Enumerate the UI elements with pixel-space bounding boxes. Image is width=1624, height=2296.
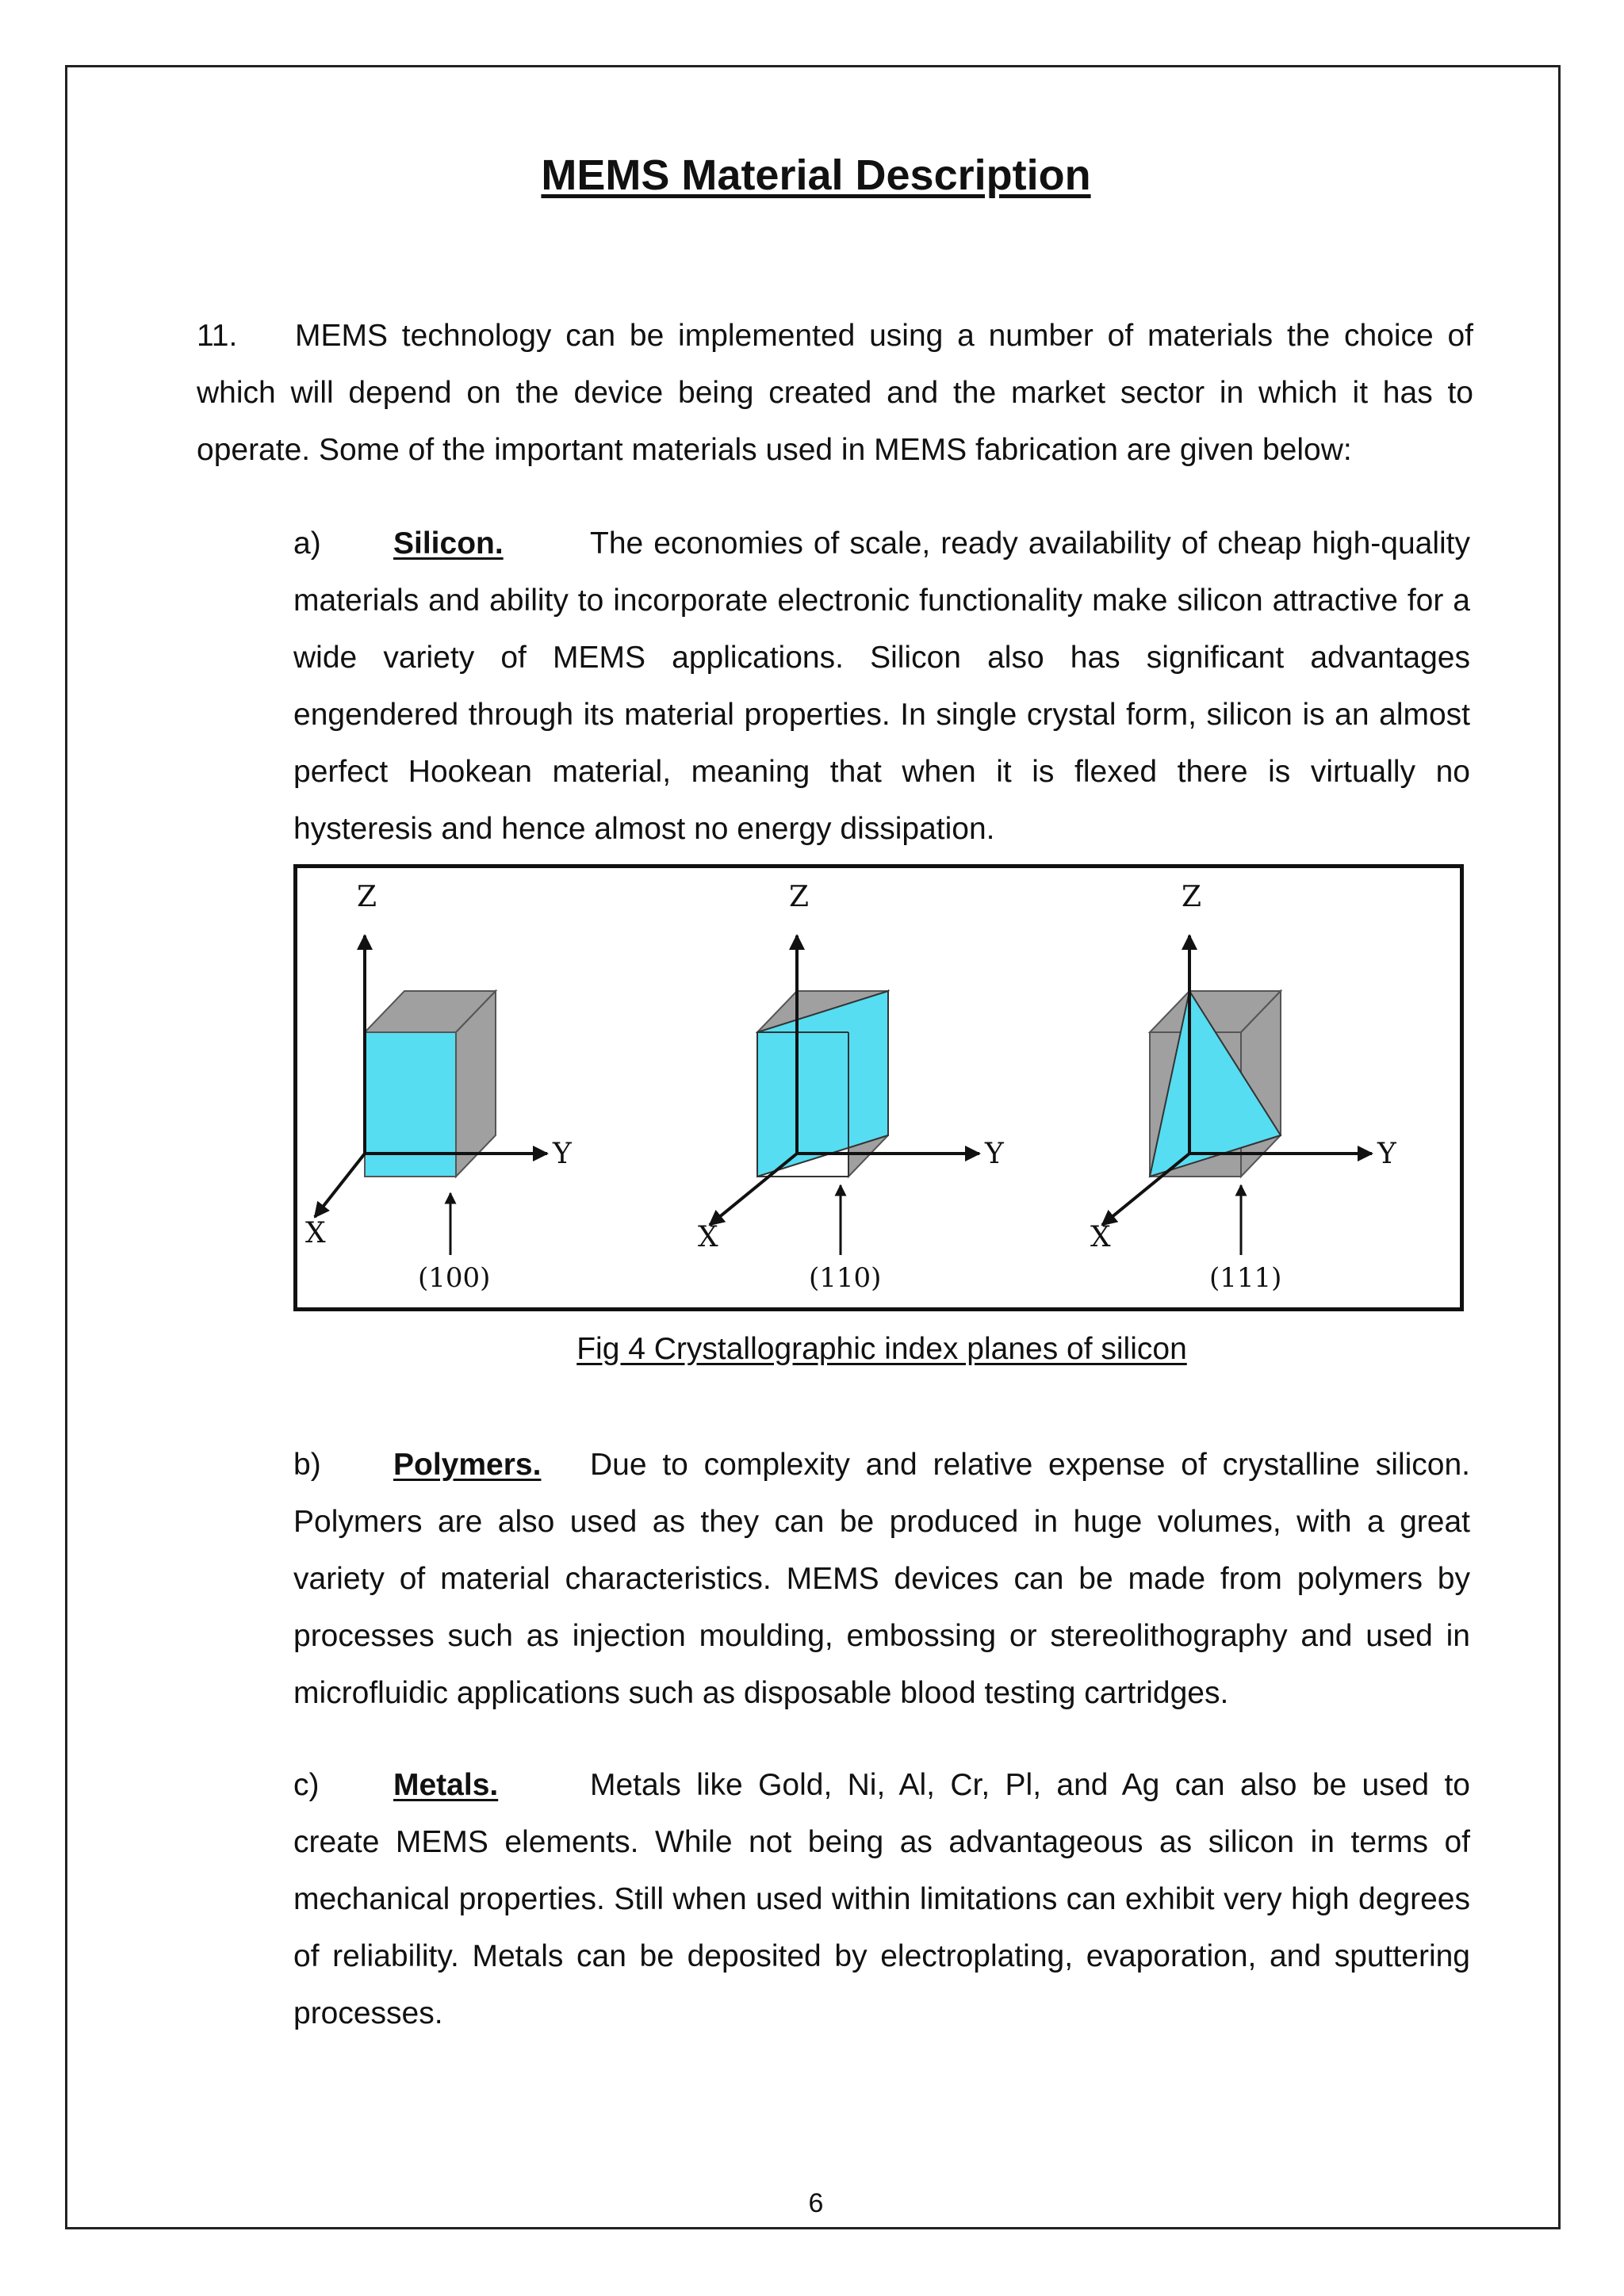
cube-100 (305, 881, 573, 1294)
x-axis (1102, 1154, 1189, 1225)
y-axis-label: Y (553, 1138, 572, 1170)
paragraph-number: 11. (197, 319, 238, 353)
page-title-text: MEMS Material Description (541, 151, 1091, 199)
section-text: Metals like Gold, Ni, Al, Cr, Pl, and Ag can also be used to create MEMS elements. While not being as advantageous as silicon in terms of mechanical properties. Still when used within limitations can exhibit very high degrees of reliability. Metals can be deposited by electroplating, evaporation, and sputtering processes. (293, 1768, 1470, 2030)
section-label: a) (293, 526, 321, 561)
crystal-planes-figure (293, 864, 1464, 1311)
section-metals (293, 1757, 1470, 2042)
section-text: The economies of scale, ready availability of cheap high-quality materials and ability to incorporate electronic functionality make silicon attractive for a wide variety of MEMS applications. Silicon also has significant advantages engendered through its material properties. In single crystal form, silicon is an almost perfect Hookean material, meaning that when it is flexed there is virtually no hysteresis and hence almost no energy dissipation. (293, 526, 1470, 846)
z-axis-label: Z (357, 881, 377, 913)
figure-caption-text: Fig 4 Crystallographic index planes of silicon (576, 1332, 1187, 1366)
crystal-planes-diagram (297, 868, 1460, 1307)
section-text: Due to complexity and relative expense of crystalline silicon. Polymers are also used as they can be produced in huge volumes, with a great variety of material characteristics. MEMS devices can be made from polymers by processes such as injection moulding, embossing or stereolithography and used in microfluidic applications such as disposable blood testing cartridges. (293, 1448, 1470, 1710)
intro-paragraph (197, 308, 1473, 479)
y-axis-label: Y (1377, 1138, 1396, 1170)
section-heading: Metals. (393, 1768, 499, 1802)
section-heading: Polymers. (393, 1448, 542, 1482)
figure-caption (293, 1332, 1470, 1367)
plane-index-label: (110) (809, 1262, 882, 1294)
x-axis-label: X (698, 1221, 718, 1253)
intro-text: MEMS technology can be implemented using a number of materials the choice of which will depend on the device being created and the market sector in which it has to operate. Some of the important materials used in MEMS fabrication are given below: (197, 319, 1473, 467)
plane-index-label: (100) (418, 1262, 491, 1294)
section-label: b) (293, 1448, 321, 1482)
section-heading: Silicon. (393, 526, 504, 561)
x-axis-label: X (305, 1217, 326, 1249)
x-axis (710, 1154, 797, 1225)
y-axis-label: Y (985, 1138, 1004, 1170)
plane-index-label: (111) (1209, 1262, 1282, 1294)
page-title (4, 151, 1624, 200)
section-silicon (293, 515, 1470, 858)
cube-111 (1090, 881, 1397, 1294)
z-axis-label: Z (1182, 881, 1202, 913)
section-label: c) (293, 1768, 320, 1802)
x-axis-label: X (1090, 1221, 1111, 1253)
cube-110 (698, 881, 1005, 1294)
x-axis (315, 1154, 365, 1217)
page-number: 6 (808, 2188, 824, 2218)
z-axis-label: Z (789, 881, 810, 913)
section-polymers (293, 1437, 1470, 1722)
